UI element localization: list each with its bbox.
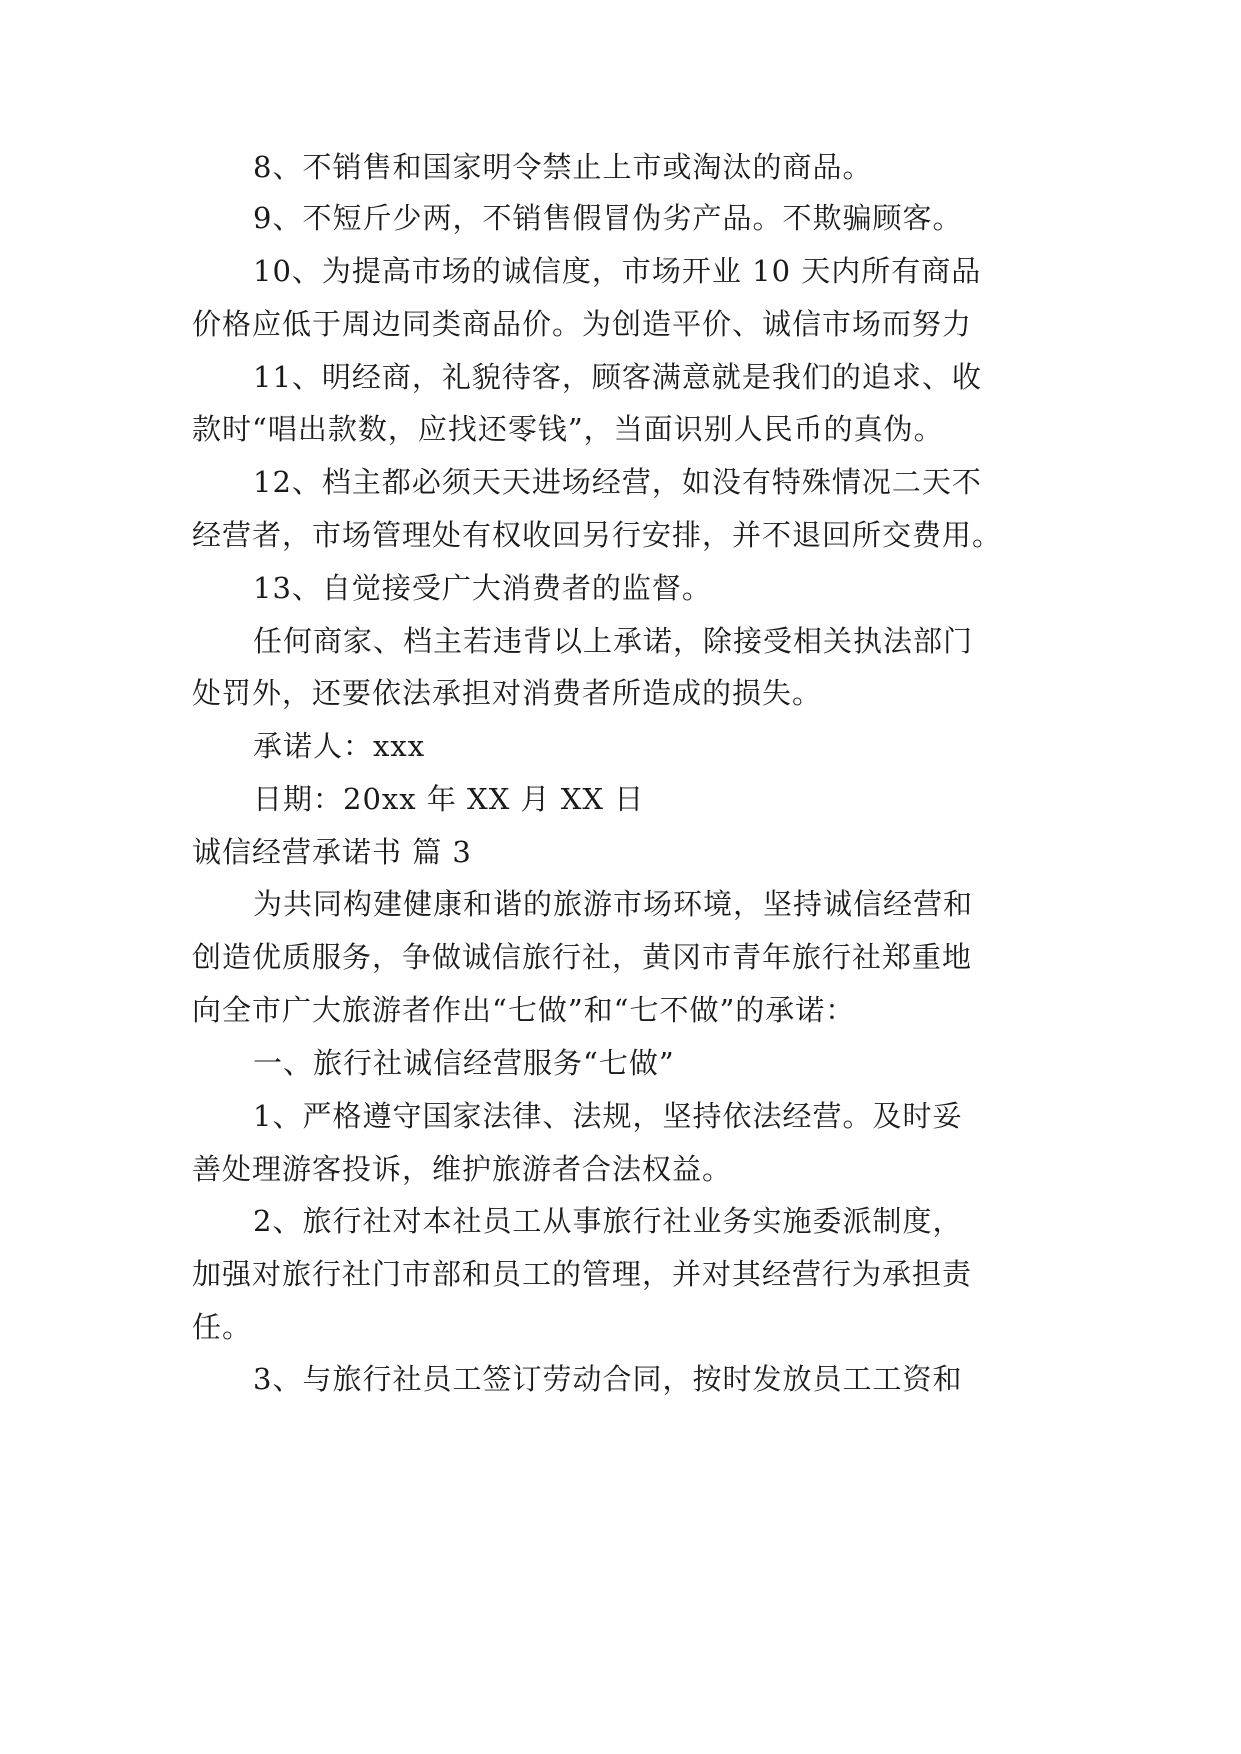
clause-9: 9、不短斤少两，不销售假冒伪劣产品。不欺骗顾客。 <box>253 201 963 235</box>
clause-12-line-2: 经营者，市场管理处有权收回另行安排，并不退回所交费用。 <box>192 518 1003 552</box>
clause-13: 13、自觉接受广大消费者的监督。 <box>253 571 712 605</box>
item-2-line-2: 加强对旅行社门市部和员工的管理，并对其经营行为承担责 <box>192 1257 973 1291</box>
clause-11-line-1: 11、明经商，礼貌待客，顾客满意就是我们的追求、收 <box>253 360 982 394</box>
item-3-line-1: 3、与旅行社员工签订劳动合同，按时发放员工工资和 <box>253 1362 963 1396</box>
clause-8: 8、不销售和国家明令禁止上市或淘汰的商品。 <box>253 150 873 184</box>
item-1-line-2: 善处理游客投诉，维护旅游者合法权益。 <box>192 1152 733 1186</box>
intro-line-2: 创造优质服务，争做诚信旅行社，黄冈市青年旅行社郑重地 <box>192 940 973 974</box>
clause-10-line-1: 10、为提高市场的诚信度，市场开业 10 天内所有商品 <box>253 254 982 288</box>
clause-10-line-2: 价格应低于周边同类商品价。为创造平价、诚信市场而努力 <box>192 307 973 341</box>
clause-11-line-2: 款时“唱出款数，应找还零钱”，当面识别人民币的真伪。 <box>192 412 944 446</box>
section-title: 诚信经营承诺书 篇 3 <box>192 835 472 869</box>
penalty-line-1: 任何商家、档主若违背以上承诺，除接受相关执法部门 <box>253 624 974 658</box>
intro-line-3: 向全市广大旅游者作出“七做”和“七不做”的承诺： <box>192 993 856 1027</box>
item-1-line-1: 1、严格遵守国家法律、法规，坚持依法经营。及时妥 <box>253 1099 963 1133</box>
item-2-line-3: 任。 <box>192 1310 253 1344</box>
promisor: 承诺人：xxx <box>253 729 426 763</box>
penalty-line-2: 处罚外，还要依法承担对消费者所造成的损失。 <box>192 676 823 710</box>
subheading-seven-do: 一、旅行社诚信经营服务“七做” <box>253 1046 675 1080</box>
clause-12-line-1: 12、档主都必须天天进场经营，如没有特殊情况二天不 <box>253 465 982 499</box>
item-2-line-1: 2、旅行社对本社员工从事旅行社业务实施委派制度， <box>253 1204 963 1238</box>
date: 日期：20xx 年 XX 月 XX 日 <box>253 782 645 816</box>
intro-line-1: 为共同构建健康和谐的旅游市场环境，坚持诚信经营和 <box>253 887 974 921</box>
